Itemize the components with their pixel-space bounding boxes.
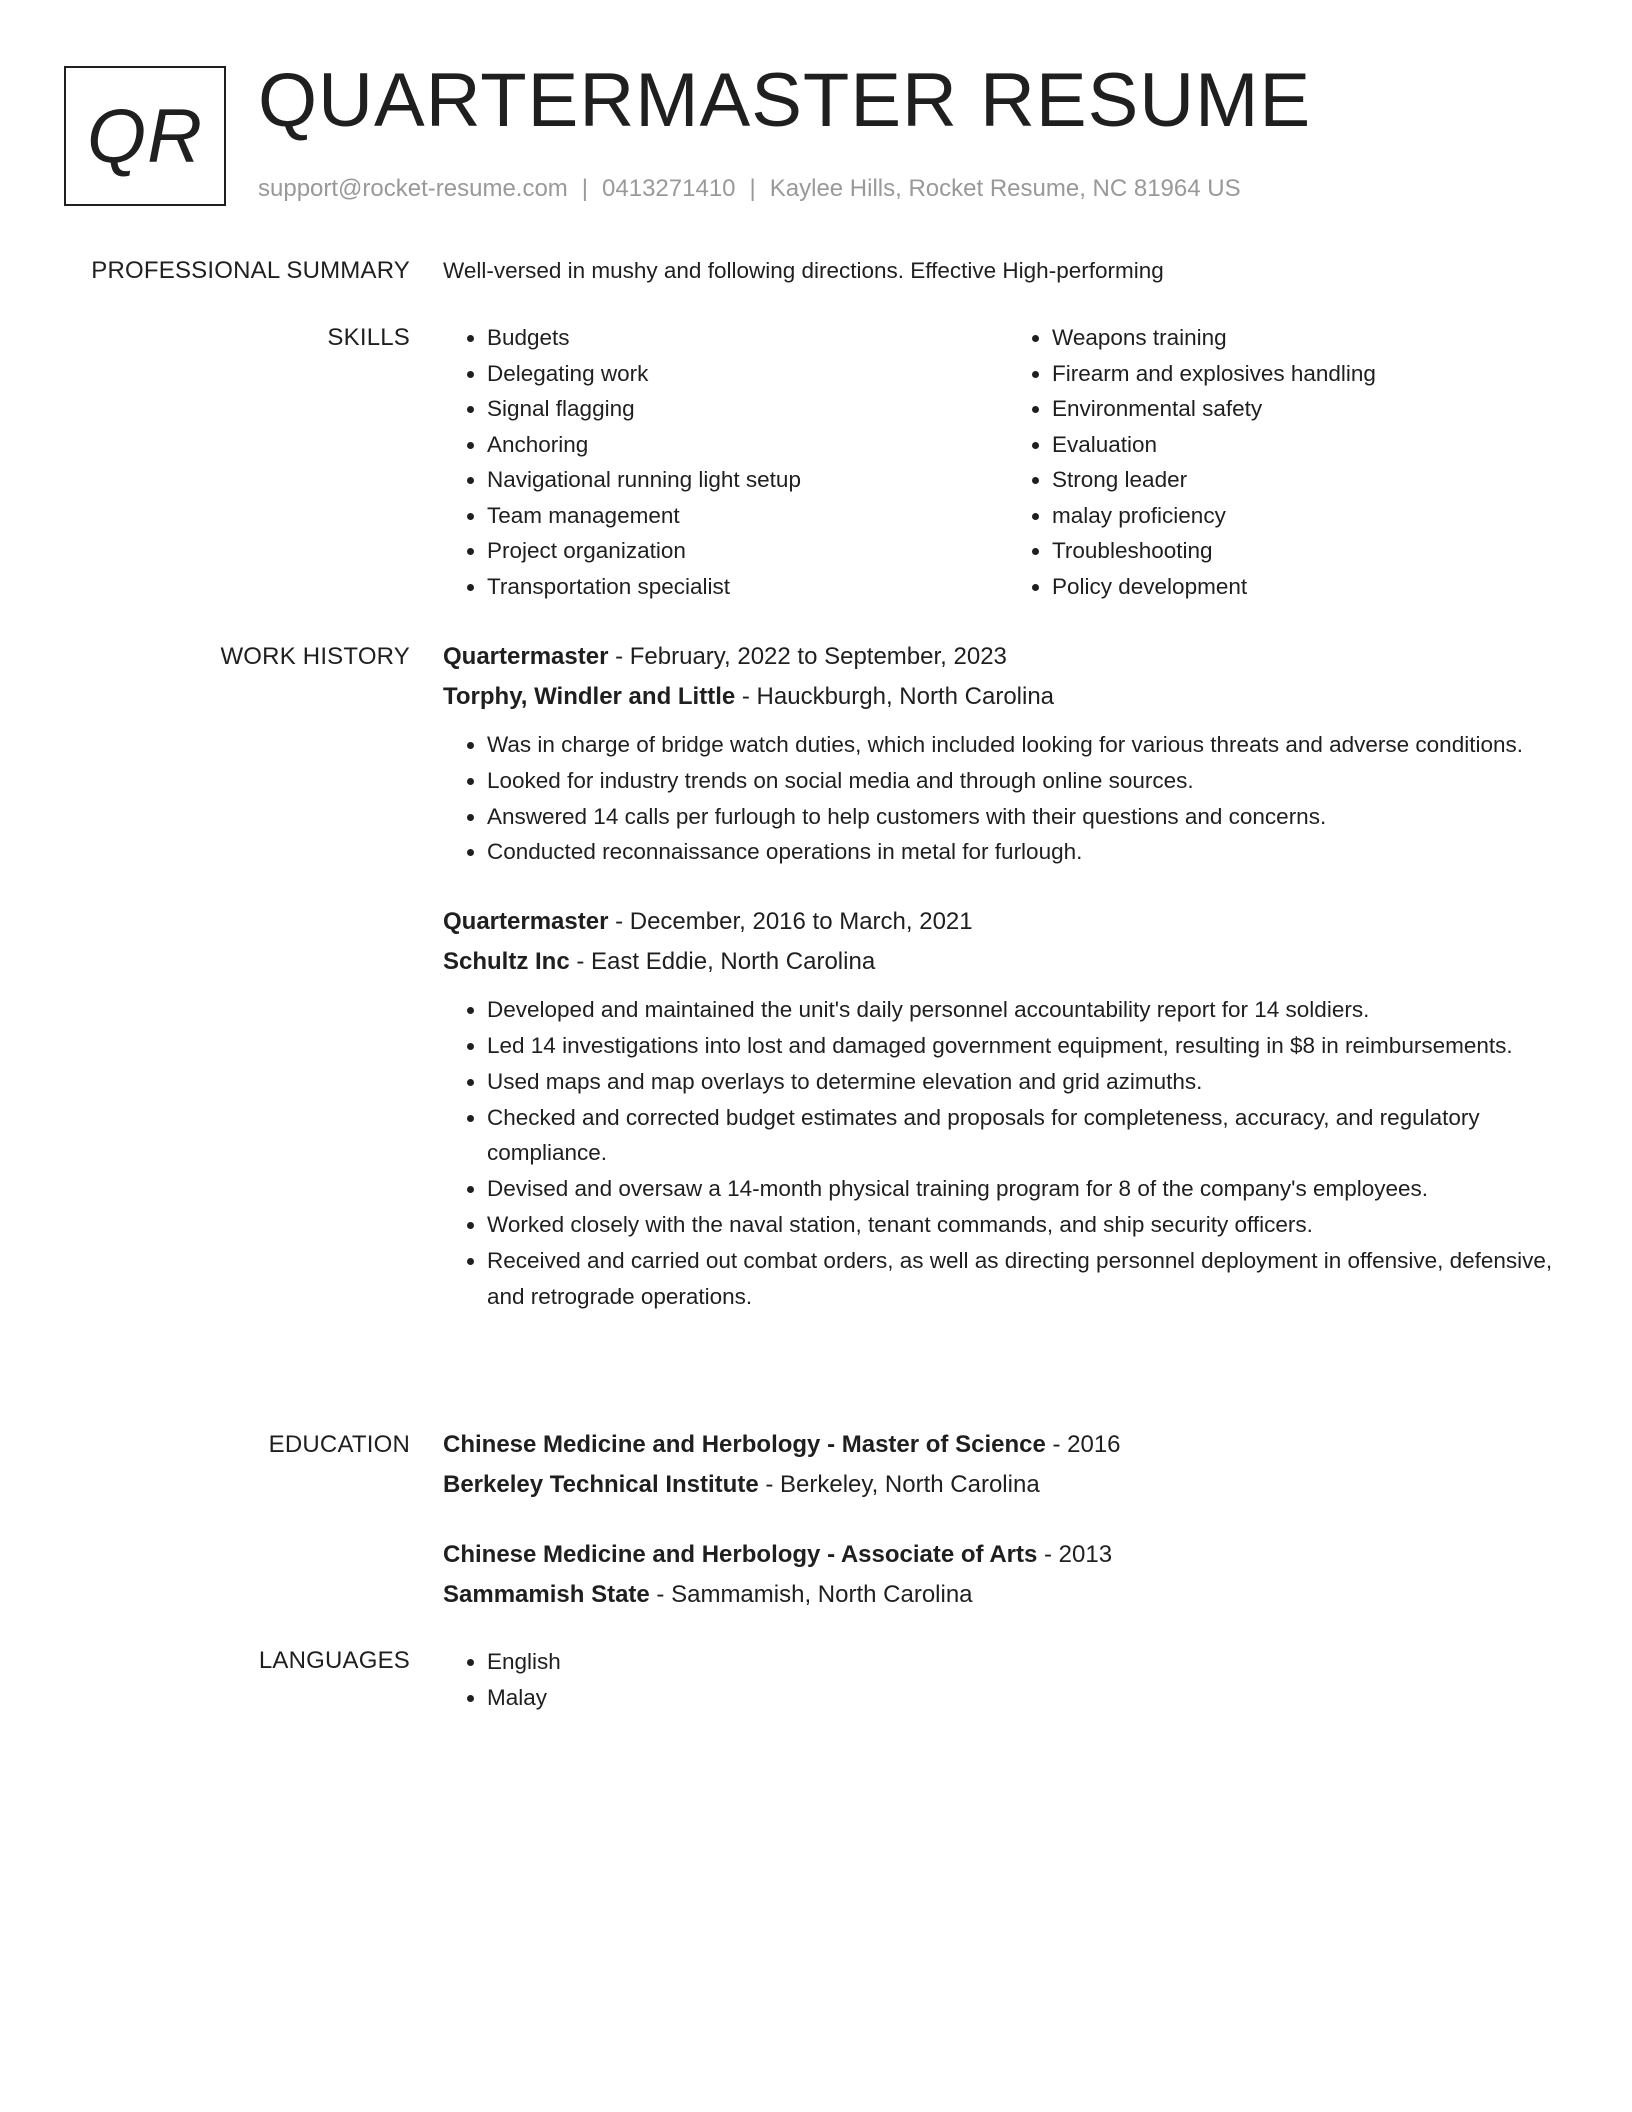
- languages-body: [443, 1644, 1573, 1715]
- skill-item: • Anchoring: [487, 427, 1008, 463]
- contact-line: [258, 174, 1241, 204]
- contact-email: support@rocket-resume.com: [258, 175, 568, 202]
- education-school: Berkeley Technical Institute: [443, 1471, 759, 1498]
- job-title: Quartermaster: [443, 908, 609, 936]
- skill-item: • Policy development: [1052, 569, 1573, 605]
- summary-text: Well-versed in mushy and following directions. Effective High-performing: [443, 258, 1164, 283]
- job-bullet: • Answered 14 calls per furlough to help customers with their questions and concerns.: [487, 799, 1573, 835]
- education-entry: [443, 1535, 1573, 1615]
- education-degree: Chinese Medicine and Herbology - Master of Science: [443, 1431, 1046, 1458]
- job-bullet: • Worked closely with the naval station, tenant commands, and ship security officers.: [487, 1207, 1573, 1243]
- job-dates: - December, 2016 to March, 2021: [608, 908, 973, 936]
- contact-address: Kaylee Hills, Rocket Resume, NC 81964 US: [769, 175, 1241, 202]
- job-title-line: [443, 902, 1573, 942]
- education-degree: Chinese Medicine and Herbology - Associate of Arts: [443, 1541, 1038, 1568]
- job-bullet: • Developed and maintained the unit's daily personnel accountability report for 14 soldiers.: [487, 992, 1573, 1028]
- job-dates: - February, 2022 to September, 2023: [608, 643, 1007, 670]
- skills-body: [443, 320, 1573, 604]
- skill-item: • Delegating work: [487, 356, 1008, 392]
- section-label-work-history: WORK HISTORY: [220, 643, 410, 670]
- job-entry: [443, 902, 1573, 1314]
- skill-item: • Transportation specialist: [487, 569, 1008, 605]
- job-bullet: • Conducted reconnaissance operations in metal for furlough.: [487, 834, 1573, 870]
- monogram-initials: QR: [87, 93, 203, 179]
- language-item: • English: [487, 1644, 1573, 1680]
- skill-item: • Project organization: [487, 533, 1008, 569]
- section-label-summary: PROFESSIONAL SUMMARY: [91, 257, 410, 284]
- skill-item: • Environmental safety: [1052, 391, 1573, 427]
- job-location: - East Eddie, North Carolina: [569, 948, 876, 976]
- section-label-education: EDUCATION: [268, 1431, 410, 1458]
- contact-separator: |: [749, 175, 756, 202]
- skill-item: • Navigational running light setup: [487, 462, 1008, 498]
- job-bullet: • Was in charge of bridge watch duties, which included looking for various threats and adverse conditions.: [487, 727, 1573, 763]
- contact-separator: |: [581, 175, 589, 202]
- skill-item: • malay proficiency: [1052, 498, 1573, 534]
- skill-item: • Signal flagging: [487, 391, 1008, 427]
- education-location: - Sammamish, North Carolina: [649, 1581, 973, 1608]
- job-bullet: • Checked and corrected budget estimates and proposals for completeness, accuracy, and regulatory compliance.: [487, 1100, 1573, 1172]
- skill-item: • Team management: [487, 498, 1008, 534]
- job-company: Schultz Inc: [443, 948, 570, 976]
- job-company: Torphy, Windler and Little: [443, 683, 736, 710]
- job-title-line: [443, 637, 1573, 677]
- language-item: • Malay: [487, 1680, 1573, 1716]
- skill-item: • Weapons training: [1052, 320, 1573, 356]
- education-school: Sammamish State: [443, 1581, 650, 1608]
- resume-title: QUARTERMASTER RESUME: [258, 58, 1312, 143]
- job-bullet: • Led 14 investigations into lost and damaged government equipment, resulting in $8 in reimbursements.: [487, 1028, 1573, 1064]
- job-bullet: • Devised and oversaw a 14-month physical training program for 8 of the company's employees.: [487, 1171, 1573, 1207]
- skill-item: • Troubleshooting: [1052, 533, 1573, 569]
- job-bullet: • Received and carried out combat orders, as well as directing personnel deployment in offensive, defensive, and retrograde operations.: [487, 1243, 1573, 1315]
- skill-item: • Strong leader: [1052, 462, 1573, 498]
- education-body: [443, 1425, 1573, 1615]
- section-label-languages: LANGUAGES: [258, 1647, 410, 1674]
- work-history-body: [443, 637, 1573, 1314]
- contact-phone: 0413271410: [602, 175, 736, 202]
- job-bullet: • Looked for industry trends on social media and through online sources.: [487, 763, 1573, 799]
- skills-list-right: [1008, 320, 1573, 604]
- education-school-line: [443, 1465, 1573, 1505]
- job-bullets: [443, 992, 1573, 1314]
- job-location: - Hauckburgh, North Carolina: [735, 683, 1055, 710]
- job-company-line: [443, 677, 1573, 717]
- job-entry: [443, 637, 1573, 870]
- skill-item: • Budgets: [487, 320, 1008, 356]
- education-year: - 2016: [1045, 1431, 1121, 1458]
- skills-columns: [443, 320, 1573, 604]
- job-company-line: [443, 942, 1573, 982]
- education-entry: [443, 1425, 1573, 1505]
- skills-list-left: [443, 320, 1008, 604]
- education-school-line: [443, 1575, 1573, 1615]
- skill-item: • Firearm and explosives handling: [1052, 356, 1573, 392]
- job-title: Quartermaster: [443, 643, 609, 670]
- languages-list: [443, 1644, 1573, 1715]
- education-location: - Berkeley, North Carolina: [758, 1471, 1040, 1498]
- education-degree-line: [443, 1425, 1573, 1465]
- job-bullet: • Used maps and map overlays to determine elevation and grid azimuths.: [487, 1064, 1573, 1100]
- education-degree-line: [443, 1535, 1573, 1575]
- job-bullets: [443, 727, 1573, 870]
- monogram-box: [64, 66, 226, 206]
- skill-item: • Evaluation: [1052, 427, 1573, 463]
- education-year: - 2013: [1037, 1541, 1113, 1568]
- section-label-skills: SKILLS: [327, 324, 410, 351]
